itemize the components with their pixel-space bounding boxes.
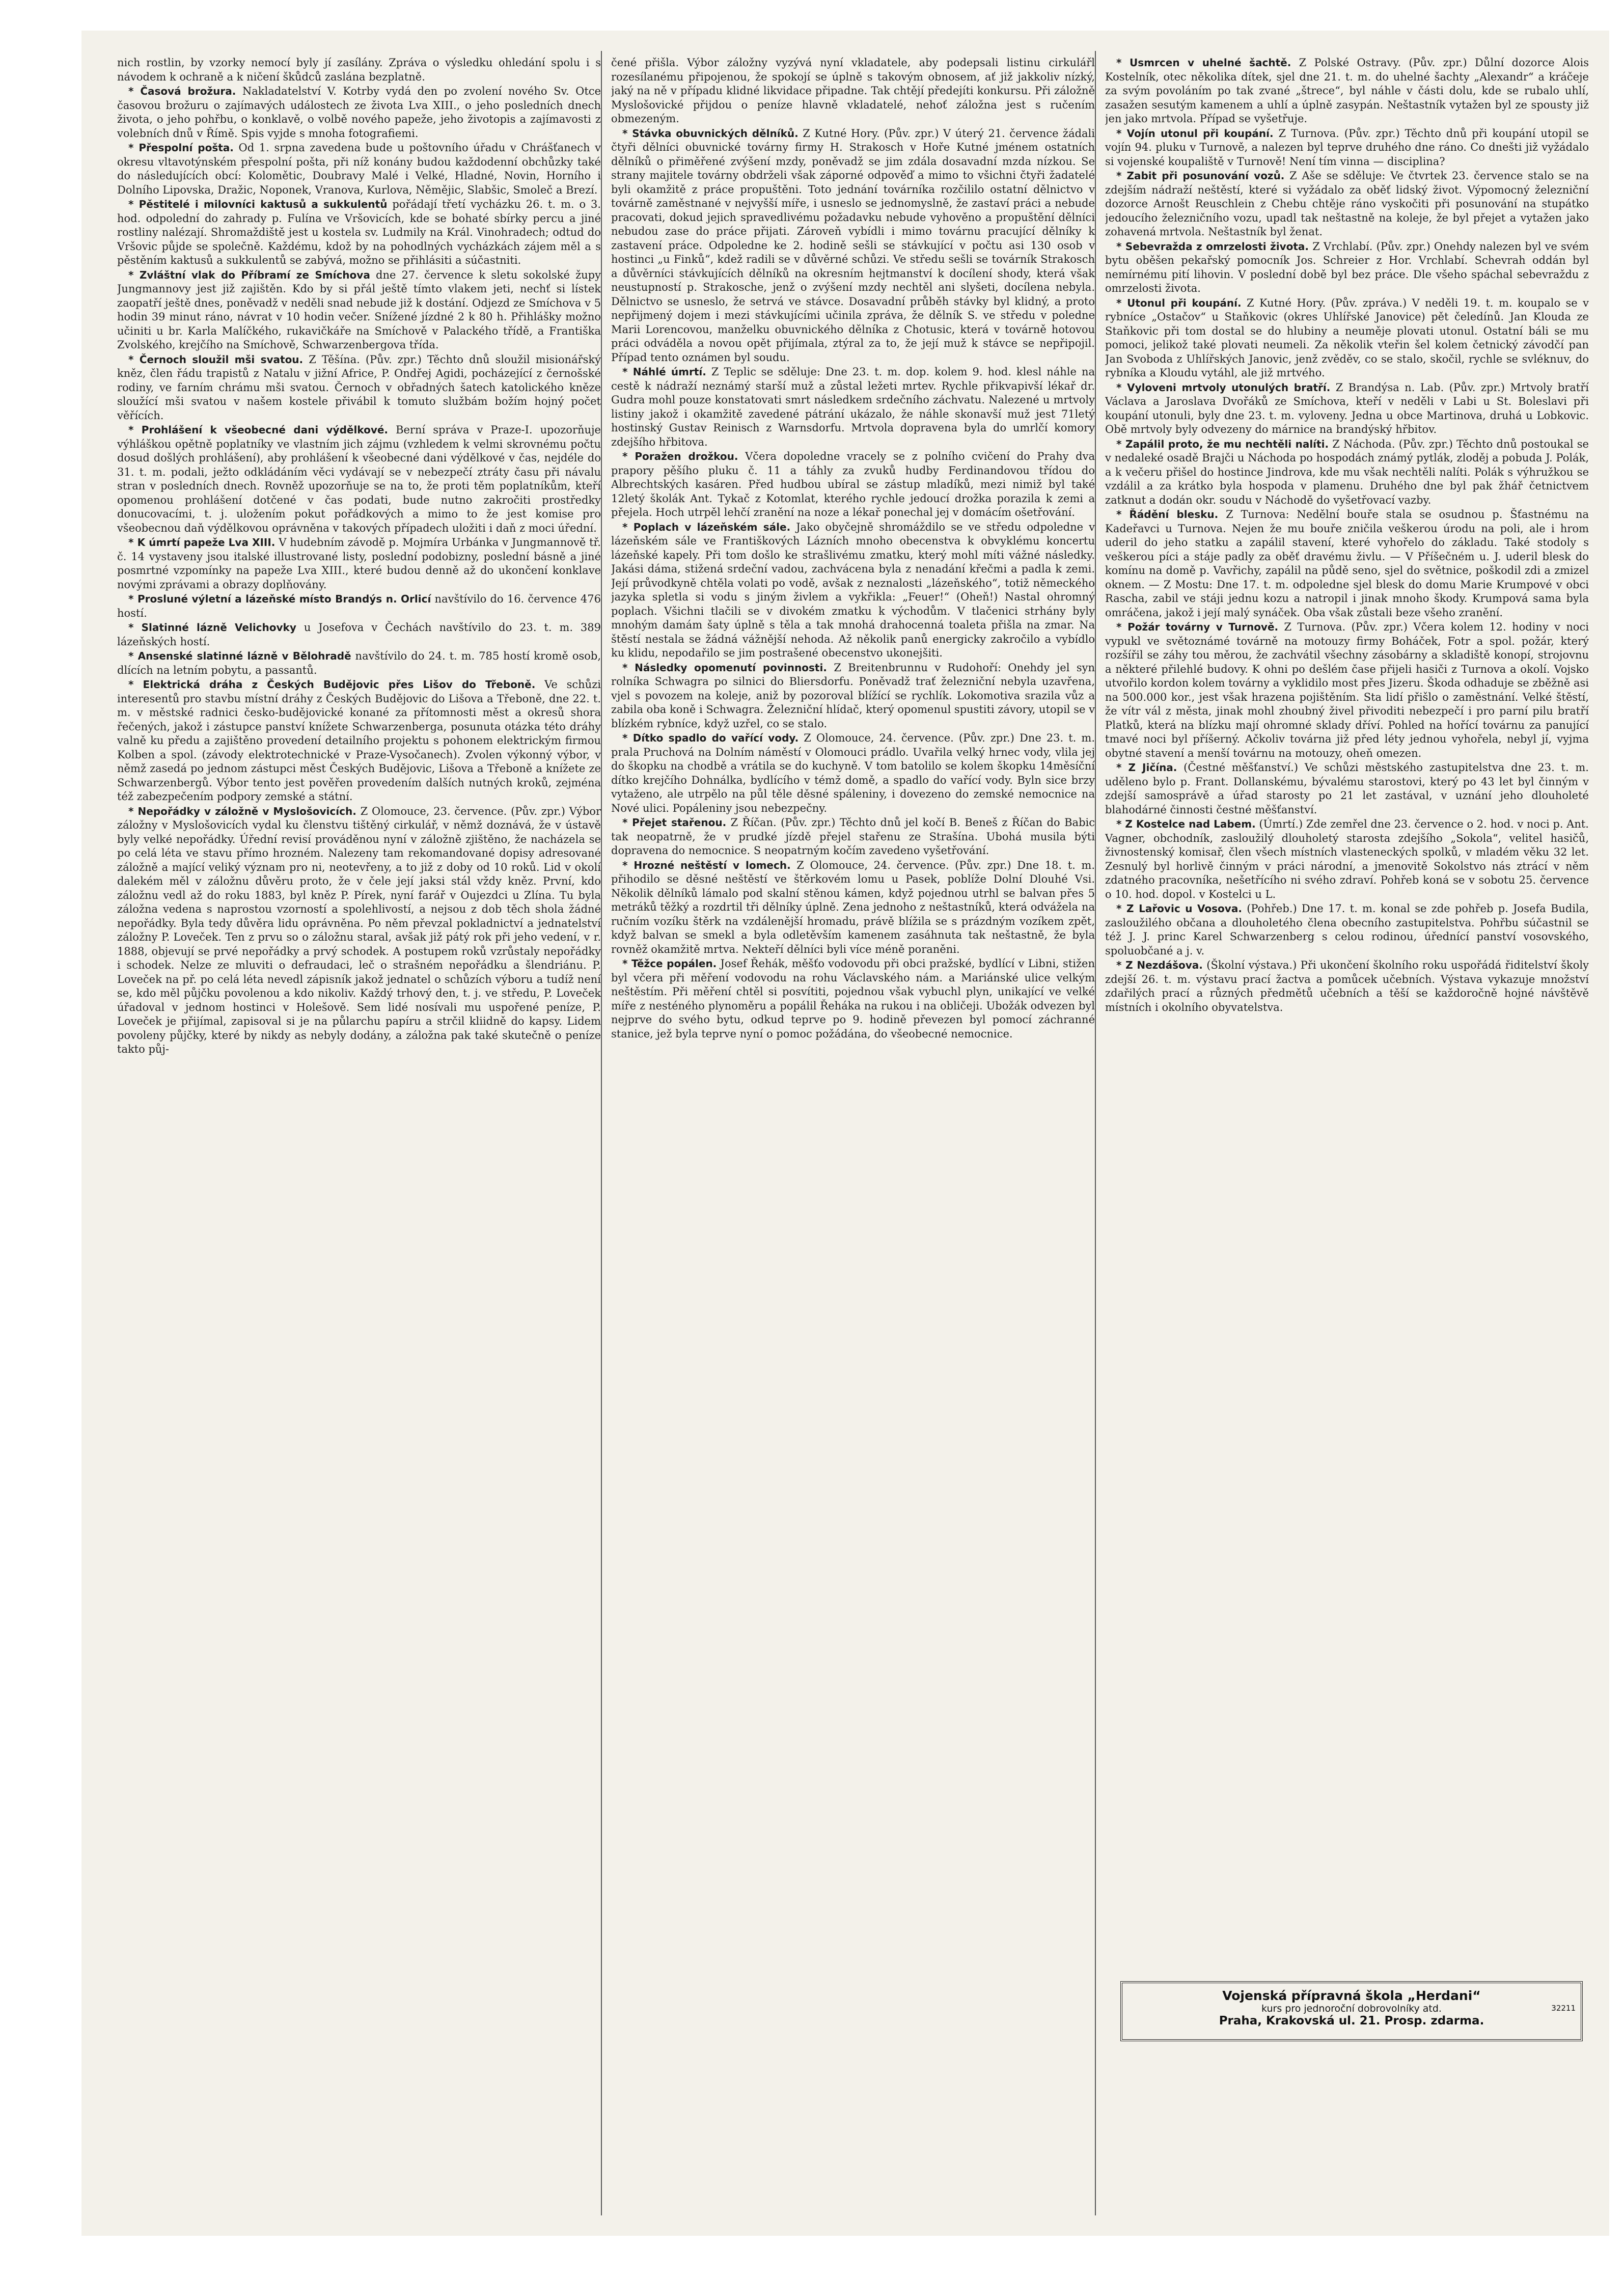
ad-subtitle: kurs pro jednoroční dobrovolníky atd. xyxy=(1261,2003,1442,2014)
news-headline: * Následky opomenutí povinnosti. xyxy=(622,661,827,674)
news-text: Včera dopoledne vracely se z polního cvičení do Prahy dva prapory pěšího pluku č. 11 a táhly za zvuků hudby Ferdinandovou třídou do Albrechtských kasáren. Před hudbou ubíral se zástup mladíků, mezi nimiž byl také 12letý školák Ant. Tykač z Kotomlat, kterého rychle jedoucí drožka porazila k zemi a přejela. Hoch utrpěl lehčí zranění na noze a lékař ponechal jej v domácím ošetřování. xyxy=(611,450,1095,518)
news-headline: * Z Jičína. xyxy=(1116,761,1177,774)
news-headline: * Pěstitelé i milovníci kaktusů a sukkulentů xyxy=(128,198,388,210)
news-item xyxy=(117,536,601,592)
ad-address: Praha, Krakovská ul. 21. Prosp. zdarma. xyxy=(1219,2014,1484,2027)
news-text: Z Olomouce, 24. července. (Pův. zpr.) Dne 18. t. m. přihodilo se děsné neštěstí ve štěrkovém lomu u Pasek, poblíže Dolní Dlouhé Vsi. Několik dělníků lámalo pod skalní stěnou kámen, když pojednou utrhl se balvan přes 5 metráků těžký a rozdrtil tři dělníky úplně. Zena jednoho z neštastníků, která odvážela na ručním vozíku štěrk na vzdálenější hromadu, právě blížila se s prázdným vozíkem zpět, když balvan se smekl a byla odletěvším kamenem zasáhnuta tak neštastně, že byla rovněž okamžitě mrtva. Nekteří dělníci byli více méně poraněni. xyxy=(611,859,1095,955)
news-text: Z Vrchlabí. (Pův. zpr.) Onehdy nalezen byl ve svém bytu oběšen pekařský pomocník Jos. Schreier z Hor. Vrchlabí. Schevrah oddán byl nemírnému pití lihovin. V poslední době byl bez práce. Dle všeho spáchal sebevraždu z omrzelosti života. xyxy=(1105,240,1589,294)
news-item xyxy=(117,592,601,620)
news-text: Z Turnova. (Pův. zpr.) Včera kolem 12. hodiny v noci vypukl ve světoznámé továrně na motouzy firmy Boháček, Fotr a spol. požár, který rozšířil se záhy tou měrou, že zachvátil všechny zásobárny a skladiště konopí, strojovnu a některé přilehlé budovy. K ohni po dešlém čase přijeli hasiči z Turnova a okolí. Vojsko utvořilo kordon kolem továrny a vyklidilo most přes Jizeru. Škoda odhaduje se zběžně asi na 500.000 kor., jest však hrazena pojištěním. Sta lidí přišlo o zaměstnání. Velké štěstí, že vítr vál z města, jinak mohl zhoubný živel přivoditi nebezpečí i pro parní pilu bratří Platků, která na blízku mají ohromné sklady dříví. Pohled na hořící továrnu za panující tmavé noci byl příšerný. Ačkoliv továrna již před léty jednou vyhořela, nebyl jí, vyjma obytné stavení a menší továrnu na motouzy, oheň omezen. xyxy=(1105,621,1589,759)
news-text: dne 27. července k sletu sokolské župy Jungmannovy jest již zajištěn. Kdo by si přál ještě tímto vlakem jeti, nechť si lístek zaopatří ještě dnes, poněvadž v neděli snad nebude již k dostání. Odjezd ze Smíchova v 5 hodin 39 minut ráno, návrat v 10 hodin večer. Snížené jízdné 2 k 80 h. Přihlášky možno učiniti u br. Karla Malíčkého, rukavičkáře na Smíchově v Palackého třídě, a Františka Zvolského, krejčího na Smíchově, Schwarzenbergova třída. xyxy=(117,268,601,351)
news-headline: * Poražen drožkou. xyxy=(622,450,738,462)
news-headline: * Hrozné neštěstí v lomech. xyxy=(622,859,791,871)
news-item xyxy=(117,85,601,141)
news-item xyxy=(117,198,601,268)
news-headline: * Požár továrny v Turnově. xyxy=(1116,621,1279,633)
news-item xyxy=(1105,296,1589,380)
news-item xyxy=(117,423,601,535)
news-item xyxy=(611,957,1095,1041)
news-item xyxy=(117,678,601,804)
news-headline: * Zvláštní vlak do Příbramí ze Smíchova xyxy=(128,268,370,281)
news-text: Z Turnova. (Pův. zpr.) Těchto dnů při koupání utopil se vojín 94. pluku v Turnově, a nalezen byl teprve druhého dne ráno. Co dnešti již vyžádalo si vojenské koupaliště v Turnově! Není tím vinna — disciplina? xyxy=(1105,127,1589,168)
news-headline: * Vojín utonul při koupání. xyxy=(1116,127,1274,140)
news-text: u Josefova v Čechách navštívilo do 23. t. m. 389 lázeňských hostí. xyxy=(117,621,601,648)
news-item xyxy=(1105,817,1589,901)
news-item xyxy=(611,56,1095,126)
news-text: V hudebním závodě p. Mojmíra Urbánka v Jungmannově tř. č. 14 vystaveny jsou italské illustrované listy, poslední podobizny, poslední básně a jiné posmrtné vzpomínky na papeže Lva XIII., které budou denně až do ukončení konklave novými zprávami a obrazy doplňovány. xyxy=(117,536,601,591)
column-divider xyxy=(601,51,602,2215)
news-item xyxy=(1105,169,1589,239)
news-headline: * Z Nezdášova. xyxy=(1116,959,1203,971)
news-headline: * Z Lařovic u Vosova. xyxy=(1116,902,1242,915)
news-text: pořádají třetí vycházku 26. t. m. o 3. hod. odpolední do zahrady p. Fulína ve Vršovicích, kde se bohaté sbírky percu a jiné rostliny nalézají. Shromaždiště jest u kostela sv. Ludmily na Král. Vinohradech; odtud do Vršovic půjde se společně. Každému, kdož by na pohodlných vycházkách zájem měl a s pěstěním kaktusů a sukkulentů se zabývá, možno se přihlásiti a súčastniti. xyxy=(117,198,601,266)
news-headline: * Těžce popálen. xyxy=(622,957,717,970)
column-divider xyxy=(1095,51,1096,2215)
news-headline: * Stávka obuvnických dělníků. xyxy=(622,127,799,140)
news-headline: * Časová brožura. xyxy=(128,85,236,97)
news-item xyxy=(1105,508,1589,620)
news-headline: * Řádění blesku. xyxy=(1116,508,1219,520)
news-text: Z Teplic se sděluje: Dne 23. t. m. dop. kolem 9. hod. klesl náhle na cestě k nádraží neznámý starší muž a zůstal ležeti mrtev. Rychle přikvapivší lékař dr. Gudra mohl pouze konstatovati smrt následkem srdečního záchvatu. Nalezené u mrtvoly listiny jakož i okamžitě zavedené pátrání ukázalo, že náhle skonavší muž jest 71letý hostinský Gustav Reinisch z Warnsdorfu. Mrtvola dopravena byla do umrlčí komory zdejšího hřbitova. xyxy=(611,366,1095,448)
news-text: Z Brandýsa n. Lab. (Pův. zpr.) Mrtvoly bratří Václava a Jaroslava Dvořáků ze Smíchova, kteří v neděli v Labi u St. Boleslavi při koupání utonuli, byly dne 23. t. m. vyloveny. Jedna u obce Martinova, druhá u Lobkovic. Obě mrtvoly byly odvezeny do márnice na brandýský hřbitov. xyxy=(1105,381,1589,435)
news-item xyxy=(1105,381,1589,437)
news-item xyxy=(1105,437,1589,508)
news-text: Z Turnova: Nedělní bouře stala se osudnou p. Šťastnému na Kadeřavci u Turnova. Nejen že mu bouře zničila veškerou úrodu na poli, ale i hrom uderil do jeho statku a zapálil stavení, které vyhořelo do základu. Také stodoly s veškerou píci a stáje padly za oběť dravému živlu. — V Příšečném u. J. uderil blesk do komínu na domě p. Vavřichy, zapálil na půdě seno, sjel do světnice, poškodil zdi a zmizel oknem. — Z Mostu: Dne 17. t. m. odpoledne sjel blesk do domu Marie Krumpové v obci Rascha, zabil ve stáji jednu kozu a natropil i jinak mnoho škody. Krumpová sama byla omráčena, jakož i její malý synáček. Oba však zůstali beze všeho zranění. xyxy=(1105,508,1589,619)
news-item xyxy=(117,56,601,84)
news-item xyxy=(117,649,601,677)
news-text: čené přišla. Výbor záložny vyzývá nyní vkladatele, aby podepsali listinu cirkulářl rozesílanému připojenou, že spokojí se úplně s takovým obnosem, ať již jakkoliv nízký, jaký na ně v případu klidné likvidace připadne. Tak chtějí předejíti konkursu. Při záložně Myslošovické přijdou o peníze hlavně vkladatelé, nehoť záložna jest s ručením obmezeným. xyxy=(611,57,1095,125)
news-item xyxy=(117,621,601,649)
news-headline: * Z Kostelce nad Labem. xyxy=(1116,818,1256,830)
news-text: navštívilo do 16. července 476 hostí. xyxy=(117,593,601,619)
news-item xyxy=(611,520,1095,661)
news-item xyxy=(611,661,1095,731)
news-text: Nakladatelství V. Kotrby vydá den po zvolení nového Sv. Otce časovou brožuru o zajímavých událostech ze života Lva XIII., o jeho posledních dnech života, o jeho pohřbu, o konklavě, o volbě nového papeže, jeho životopis a zajímavosti z volebních dnů v Římě. Spis vyjde s mnoha fotografiemi. xyxy=(117,85,601,140)
news-text: Z Těšína. (Pův. zpr.) Těchto dnů sloužil misionářský kněz, člen řádu trapistů z Natalu v jižní Africe, P. Ondřej Agidi, pocházející z černošské rodiny, ve farním chrámu mši svatou. Černoch v obřadných šatech katolického kněze sloužící mši svatou v našem kostele přivábil k tomuto službám božím hojný počet věřících. xyxy=(117,353,601,422)
news-text: Od 1. srpna zavedena bude u poštovního úřadu v Chrášťanech v okresu vltavotýnském přespolní pošta, při níž konány budou každodenní obchůzky také do následujících obcí: Kolomětic, Doubravy Malé i Velké, Hladné, Novin, Horního i Dolního Lipovska, Dražic, Noponek, Vranova, Kurlova, Němějic, Slabšic, Smoleč a Brezí. xyxy=(117,142,601,196)
news-item xyxy=(1105,902,1589,958)
news-text: Z Olomouce, 23. července. (Pův. zpr.) Výbor záložny v Myslošovicích vydal ku členstvu tištěný cirkulář, v němž doznává, že v ústavě byly velké nepořádky. Úřední revisí prováděnou nyní v záložně zjištěno, že nacházela se po celá léta ve stavu přímo hrozném. Nalezeny tam rekomandované dopisy adresované záložně a mající veliký význam pro ni, neotevřeny, a to již z doby od 10 roků. Lid v okolí dalekém měl v záložnu důvěru proto, že v čele její jaksi stál vždy kněz. První, kdo záložnu vedl až do roku 1883, byl kněz P. Pírek, nyní farář v Oujezdci u Zlína. Tu byla záložna vedena s naprostou vzorností a spolehlivostí, a nejsou z dob těch shola žádné nepořádky. Byla tedy důvěra lidu oprávněna. Po něm převzal pokladnictví a jednatelství záložny P. Loveček. Ten z prvu so o záložnu staral, avšak již pátý rok při jeho vedení, v r. 1888, objevují se prvé nepořádky a prvý schodek. A postupem roků vzrůstaly nepořádky i schodek. Nelze ze mluviti o defraudaci, leč o strašném nepořádku a šlendriánu. P. Loveček na př. po celá léta nevedl zápisník jakož jednatel o schůzích výboru a tudíž není se, kdo měl půjčku povolenou a kdo nikoliv. Každý trhový den, t. j. ve středu, P. Loveček úřadoval v jednom hostinci v Holešově. Sem lidé nosívali mu uspořené peníze, P. Loveček je přijímal, zapisoval si je na půlarchu papíru a strčil kliidně do kapsy. Lidem povoleny půjčky, které by nikdy as nebyly dodány, a záložna pak také skutečně o peníze takto půj- xyxy=(117,805,601,1055)
advertisement-box xyxy=(1120,1981,1583,2041)
news-text: Z Říčan. (Pův. zpr.) Těchto dnů jel kočí B. Beneš z Říčan do Babic tak neopatrně, že v prudké jízdě přejel stařenu ze Strašína. Ubohá musila býti dopravena do nemocnice. S neopatrným kočím zavedeno vyšetřování. xyxy=(611,816,1095,857)
news-text: Z Kutné Hory. (Pův. zpr.) V úterý 21. července žádali čtyři dělníci obuvnické továrny firmy H. Strakosch v Hoře Kutné jménem ostatních dělníků o přiměřené zvýšení mzdy, poněvadž se jim zdála dosavadní mzda nízkou. Se strany majitele továrny obdrželi však záporné odpověď a mimo to všichni čtyři žadatelé byli okamžitě z práce propuštěni. Toto jednání továrníka rozčililo ostatní dělnictvo v továrně zaměstnané v nejvyšší míře, i usneslo se jednomyslně, že zastaví práci a nebude pracovati, dokud jejich spravedlivému požadavku nebude vyhověno a propuštění dělníci nebudou zase do práce přijati. Zároveň vybídli i mimo továrnu pracující dělníky k zastavení práce. Odpoledne ke 2. hodině sešli se stávkující v počtu asi 130 osob v hostinci „u Finků“, kdež radili se v důvěrné schůzi. Ve středu sešli se továrník Strakosch a důvěrníci stávkujících dělníků na okresním hejtmanství k docílení shody, která však neustupností p. Strakosche, jenž o zvýšení mzdy nechtěl ani slyšeti, docílena nebyla. Dělnictvo se usneslo, že setrvá ve stávce. Dosavadní průběh stávky byl klidný, a proto nepřijmený dojem i mezi stávkujícími učinila zpráva, že dělník S. ve středu v poledne Marii Lorencovou, manželku obuvnického dělníka z Chotusic, která v továrně hotovou práci odváděla a novou opět přijímala, ztýral za to, že její muž k stávce se nepřipojil. Případ tento oznámen byl soudu. xyxy=(611,127,1095,364)
column-left xyxy=(117,56,601,2210)
news-item xyxy=(611,816,1095,858)
news-item xyxy=(1105,761,1589,817)
news-headline: * Černoch sloužil mši svatou. xyxy=(128,353,304,366)
newspaper-page xyxy=(81,31,1609,2236)
news-text: (Školní výstava.) Při ukončení školního roku uspořádá řiditelství školy zdejší 26. t. m. výstavu prací žactva a pomůcek učebních. Výstava vykazuje množství zdařilých prací a různých předmětů učebních a těší se každoročně hojné návštěvě místních i okolního obyvatelstva. xyxy=(1105,959,1589,1013)
ad-title: Vojenská přípravná škola „Herdani“ xyxy=(1222,1988,1481,2003)
news-text: Ve schůzi interesentů pro stavbu místní dráhy z Českých Budějovic do Lišova a Třeboně, dne 22. t. m. v městské radnici česko-budějovické konané za přítomnosti měst a okresů shora řečených, jakož i zástupce panství knížete Schwarzenberga, posunuta otázka této dráhy valně ku předu a zajištěno provedení detailního projektu s pohonem elektrickým firmou Kolben a spol. (závody elektrotechnické v Praze-Vysočanech). Zvolen výkonný výbor, v němž zasedá po jednom zástupci měst Českých Budějovic, Lišova a Třeboně a knížete ze Schwarzenbergů. Výbor tento jest pověřen provedením dalších nutných kroků, zejména též zabezpečením podpory zemské a státní. xyxy=(117,678,601,803)
news-headline: * Prohlášení k všeobecné dani výdělkové. xyxy=(128,424,389,436)
news-headline: * Vyloveni mrtvoly utonulých bratří. xyxy=(1116,381,1331,394)
news-headline: * Přejet stařenou. xyxy=(622,816,727,829)
news-text: Berní správa v Praze-I. upozorňuje výhláškou opětně poplatníky ve vlastním jich zájmu (vzhledem k velmi skrovnému počtu dosud došlých prohlášení), aby prohlášení k všeobecné dani výdělkové v čas, nejdéle do 31. t. m. podali, ježto odkládáním věci vydávají se v nebezpečí ztráty času při návalu stran v posledních dnech. Rovněž upozorňuje se na to, že proti těm poplatníkům, kteří opomenou prohlášení dotčené v čas podati, bude nutno zakročiti prostředky donucovacími, t. j. uložením pokut pořádkových a mimo to že jest komise pro všeobecnou daň výdělkovou oprávněna v takových případech uložiti i daň z moci úřední. xyxy=(117,424,601,534)
news-headline: * Ansenské slatinné lázně v Bělohradě xyxy=(128,650,351,662)
news-item xyxy=(117,353,601,423)
news-item xyxy=(117,268,601,352)
news-text: Z Aše se sděluje: Ve čtvrtek 23. července stalo se na zdejším nádraží neštěstí, které si vyžádalo za oběť lidský život. Výpomocný železniční dozorce Arnošt Reuschlein z Chebu chtěje ráno vyskočiti při posunování na stupátko jedoucího železničního vozu, upadl tak neštastně na koleje, že byl přejet a vytažen jako zohavená mrtvola. Neštastník byl ženat. xyxy=(1105,170,1589,238)
news-headline: * Utonul při koupání. xyxy=(1116,296,1242,309)
news-headline: * Usmrcen v uhelné šachtě. xyxy=(1116,57,1291,69)
news-item xyxy=(1105,958,1589,1015)
news-text: navštívilo do 24. t. m. 785 hostí kromě osob, dlících na letním pobytu, a passantů. xyxy=(117,650,601,676)
news-text: Josef Řehák, měšťo vodovodu při obci pražské, bydlící v Libni, stižen byl včera při měření vodovodu na rohu Václavského nám. a Mariánské ulice velkým neštěstím. Při měření chtěl si posvítiti, pojednou však vybuchl plyn, unikající ve velké míře z nesténého plynoměru a popálil Řeháka na rukou i na obličeji. Ubožák odvezen byl nejprve do svého bytu, odkud teprve po 9. hodině převezen byl pomocí záchranné stanice, jež byla teprve nyní o pomoc požádána, do všeobecné nemocnice. xyxy=(611,957,1095,1040)
news-text: nich rostlin, by vzorky nemocí byly jí zasílány. Zpráva o výsledku ohledání spolu i s návodem k ochraně a k ničení škůdců zaslána bezplatně. xyxy=(117,57,601,83)
news-text: (Čestné měšťanství.) Ve schůzi městského zastupitelstva dne 23. t. m. uděleno bylo p. Frant. Dollanskému, bývalému starostovi, který po 43 let byl činným v zdejší samosprávě a úřad starosty po 21 let zastával, v uznání jeho dlouholeté blahodárné činnosti čestné měšťanství. xyxy=(1105,761,1589,816)
column-right xyxy=(1105,56,1589,2210)
news-headline: * Zapálil proto, že mu nechtěli nalíti. xyxy=(1116,437,1329,450)
news-item xyxy=(611,127,1095,365)
news-headline: * Slatinné lázně Velichovky xyxy=(128,621,296,634)
news-headline: * Přespolní pošta. xyxy=(128,142,234,154)
ad-code: 32211 xyxy=(1551,2004,1576,2013)
news-headline: * Zabit při posunování vozů. xyxy=(1116,170,1285,182)
news-headline: * Dítko spadlo do vařící vody. xyxy=(622,732,799,744)
news-headline: * K úmrtí papeže Lva XIII. xyxy=(128,536,276,549)
news-headline: * Elektrická dráha z Českých Budějovic přes Lišov do Třeboně. xyxy=(128,678,536,691)
column-middle xyxy=(611,56,1095,2210)
news-headline: * Sebevražda z omrzelosti života. xyxy=(1116,240,1309,253)
news-headline: * Prosluné výletní a lázeňské místo Brandýs n. Orlicí xyxy=(128,593,431,605)
news-text: Z Kutné Hory. (Pův. zpráva.) V neděli 19. t. m. koupalo se v rybníce „Ostačov“ u Staňkovic (okres Uhlířské Janovice) pět čeledínů. Jan Klouda ze Staňkovic při tom dostal se do hlubiny a neuměje plovati utonul. Ostatní báli se mu pomoci, jelikož také plovati neumeli. Za několik vteřin šel kolem četnický závodčí pan Jan Svoboda z Uhlířských Janovic, jenž zvěděv, co se stalo, skočil, rychle se svléknuv, do rybníka a Kloudu vytáhl, ale již mrtvého. xyxy=(1105,296,1589,379)
news-text: Jako obyčejně shromáždilo se ve středu odpoledne v lázeňském sále ve Františkových Lázních mnoho obecenstva k obvyklému koncertu lázeňské kapely. Při tom došlo ke strašlivému zmatku, který mohl míti vážné následky. Jakási dáma, stižená srdeční vadou, zachvácena byla z nenadání křečmi a padla k zemi. Její průvodkyně chtěla volati po vodě, avšak z neznalosti „lázeňského“, totiž německého jazyka spletla si vodu s jiným živlem a vykřikla: „Feuer!“ (Oheň!) Nastal ohromný poplach. Všichni tlačili se v divokém zmatku k východům. V tlačenici strhány byly mnohým damám šaty úplně s těla a tak mnohá drahocenná toaleta přišla na zmar. Na štěstí nestala se žádná vážnější nehoda. Až několik panů energicky zakročilo a vybídlo ku klidu, nepodařilo se jim postrašené obecenstvo ukonejšiti. xyxy=(611,520,1095,659)
news-item xyxy=(117,141,601,197)
news-text: Z Náchoda. (Pův. zpr.) Těchto dnů postoukal se v nedaleké osadě Brajči u Náchoda po hospodách známý pytlák, zloděj a pobuda J. Polák, a k večeru přišel do hostince Jindrova, kde mu však nechtěli nalíti. Polák s výhružkou se vzdálil a za krátko byla hospoda v plamenu. Druhého dne byl pak žhář četnictvem zatknut a dodán okr. soudu v Náchodě do vyšetřovací vazby. xyxy=(1105,437,1589,506)
news-item xyxy=(117,805,601,1057)
news-headline: * Poplach v lázeňském sále. xyxy=(622,520,791,533)
news-headline: * Nepořádky v záložně v Myslošovicích. xyxy=(128,805,356,817)
news-text: Z Polské Ostravy. (Pův. zpr.) Důlní dozorce Alois Kostelník, otec několika dítek, sjel dne 21. t. m. do uhelné šachty „Alexandr“ a kráčeje za svým povoláním po tak zvané „štrece“, byl náhle v části dolu, kde se rubalo uhlí, zasažen sesutým kamenem a uhlí a úplně zasypán. Neštastník vytažen byl ze spousty již jen jako mrtvola. Případ se vyšetřuje. xyxy=(1105,57,1589,125)
news-item xyxy=(1105,127,1589,169)
news-item xyxy=(1105,620,1589,760)
news-headline: * Náhlé úmrtí. xyxy=(622,366,706,378)
news-text: (Pohřeb.) Dne 17. t. m. konal se zde pohřeb p. Josefa Budila, zasloužilého občana a dlouholetého člena obecního zastupitelstva. Pohřbu súčastnil se též J. J. princ Karel Schwarzenberg s celou rodinou, úřednící panství vosovského, spoluobčané a j. v. xyxy=(1105,902,1589,957)
news-item xyxy=(611,859,1095,957)
news-text: Z Breitenbrunnu v Rudohoří: Onehdy jel syn rolníka Schwagra po silnici do Bliersdorfu. Poněvadž trať železniční nebyla uzavřena, vjel s povozem na koleje, aniž by pozoroval blížící se rychlík. Lokomotiva srazila vůz a zabila oba koně i Schwagra. Železniční hlídač, který opomenul spustiti závory, utopil se v blízkém rybníce, když uzřel, co se stalo. xyxy=(611,661,1095,730)
news-item xyxy=(1105,56,1589,126)
news-item xyxy=(1105,240,1589,296)
news-text: Z Olomouce, 24. července. (Pův. zpr.) Dne 23. t. m. prala Pruchová na Dolním náměstí v Olomouci prádlo. Uvařila velký hrnec vody, vlila jej do škopku na chodbě a vrátila se do kuchyně. V tom batolilo se kolem škopku 14měsíční dítko krejčího Dohnálka, bydlícího v témž domě, a spadlo do vařící vody. Byln sice brzy vytaženo, ale utrpělo na půl těle děsné spáleniny, i dovezeno do zemské nemocnice na Nové ulici. Popáleniny jsou nebezpečny. xyxy=(611,732,1095,814)
news-item xyxy=(611,450,1095,520)
news-item xyxy=(611,731,1095,815)
news-text: (Úmrtí.) Zde zemřel dne 23. července o 2. hod. v noci p. Ant. Vagner, obchodník, zasloužilý dlouholetý starosta zdejšího „Sokola“, velitel hasičů, živnostenský komisař, člen všech místních vlasteneckých spolků, v mladém věku 32 let. Zesnulý byl horlivě činným v práci národní, a jmenovitě Sokolstvo nás ztrácí v něm zdatného pracovníka, nešetřícího ni svého zdraví. Pohřeb koná se v sobotu 25. července o 10. hod. dopol. v Kostelci u L. xyxy=(1105,818,1589,900)
news-item xyxy=(611,365,1095,449)
